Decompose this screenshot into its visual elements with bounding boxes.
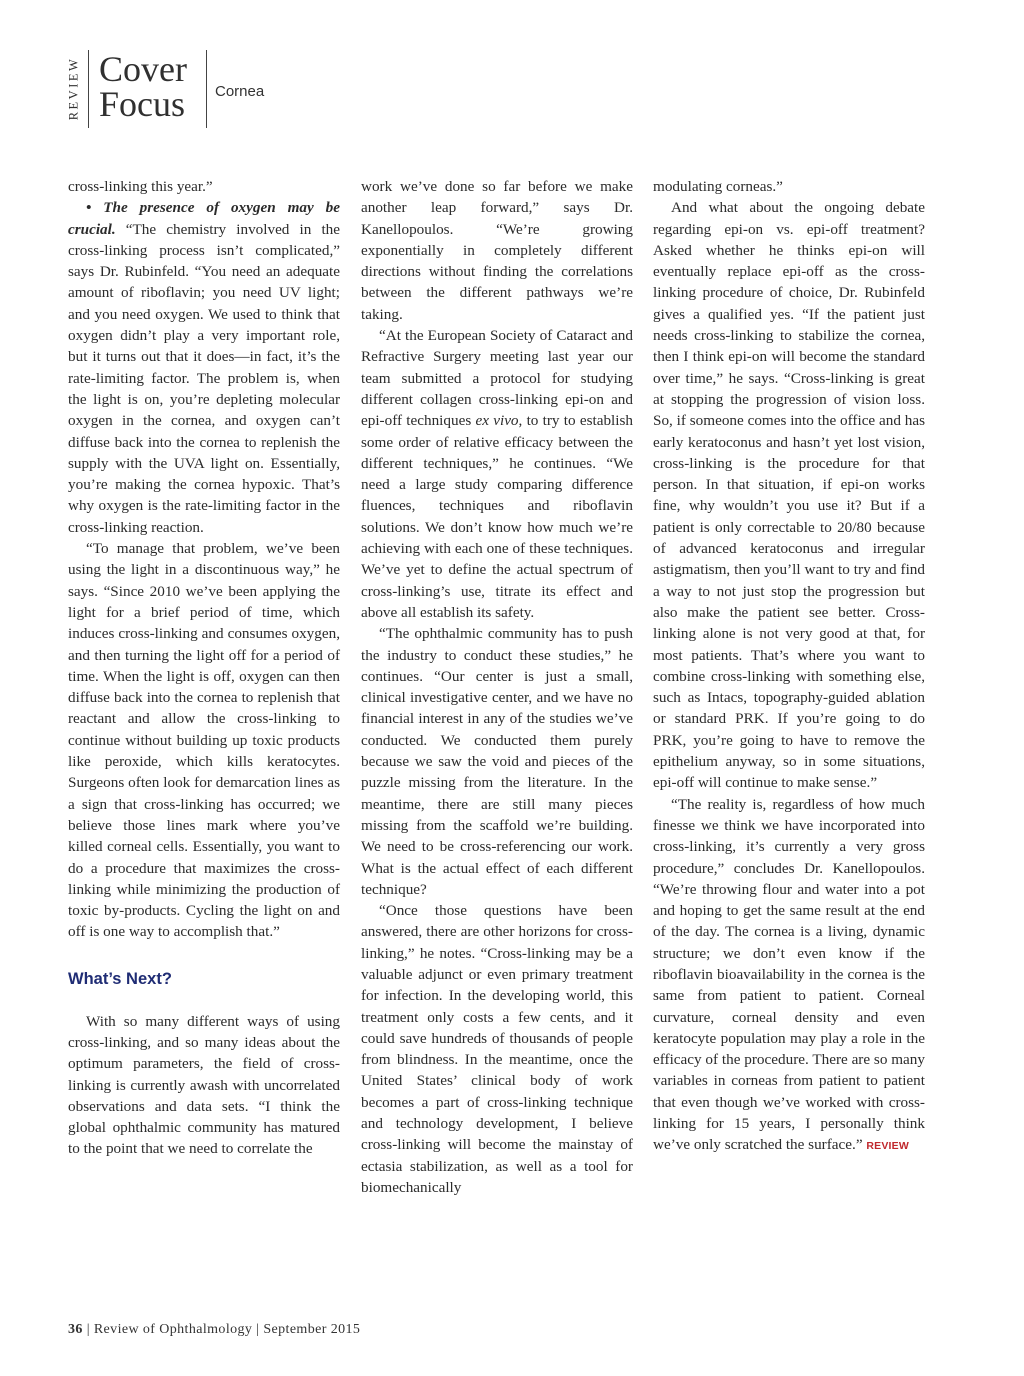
section-title-line1: Cover [99, 49, 187, 89]
article-column-3 [653, 176, 925, 1158]
paragraph-text: “The chemistry involved in the cross-linking process isn’t complicated,” says Dr. Rubinfeld. “You need an adequate amount of riboflavin; you need UV light; and you need oxygen. We used to think that oxygen didn’t play a very important role, but it turns out that it does—in fact, it’s the rate-limiting factor. The problem is, when the light is on, you’re depleting molecular oxygen in the cornea, and oxygen can’t diffuse back into the cornea to replenish the supply with the UVA light on. Essentially, you’re making the cornea hypoxic. That’s why oxygen is the rate-limiting factor in the cross-linking reaction. [68, 220, 340, 536]
paragraph-text: “The reality is, regardless of how much finesse we think we have incorporated into cross-linking, it’s currently a very gross procedure,” concludes Dr. Kanellopoulos. “We’re throwing flour and water into a pot and hoping to get the same result at the end of the day. The cornea is a living, dynamic structure; we don’t even know if the riboflavin bioavailability in the cornea is the same from patient to patient. Corneal curvature, corneal density and even keratocyte population may play a role in the efficacy of the procedure. There are so many variables in corneas from patient to patient that even though we’ve worked with cross-linking for 15 years, I personally think we’ve only scratched the surface.” [653, 795, 925, 1154]
bullet-lead: • The presence of oxygen may be crucial. [68, 199, 340, 238]
paragraph-text: “At the European Society of Cataract and Refractive Surgery meeting last year our team submitted a protocol for studying different collagen cross-linking epi-on and epi-off techniques [361, 327, 633, 430]
paragraph: “To manage that problem, we’ve been using the light in a discontinuous way,” he says. “Since 2010 we’ve been applying the light for a brief period of time, which induces cross-linking and consumes oxygen, and then turning the light off for a period of time. When the light is off, oxygen can then diffuse back into the cornea to replenish that reactant and allow the cross-linking to continue without building up toxic products like peroxide, which kills keratocytes. Surgeons often look for demarcation lines as a sign that cross-linking has occurred; we believe those lines mark where you’ve killed corneal cells. Essentially, you want to do a procedure that maximizes the cross-linking while minimizing the production of toxic by-products. Cycling the light on and off is one way to accomplish that.” [68, 540, 340, 941]
paragraph: And what about the ongoing debate regarding epi-on vs. epi-off treatment? Asked whether he thinks epi-on will eventually replace epi-off as the cross-linking procedure of choice, Dr. Rubinfeld gives a qualified yes. “If the patient just needs cross-linking to stabilize the cornea, then I think epi-on will become the standard over time,” he says. “Cross-linking is great at stopping the progression of vision loss. So, if someone comes into the office and has early keratoconus and hasn’t yet lost vision, cross-linking is the procedure for that person. In that situation, if epi-on works fine, why wouldn’t you use it? But if a patient is only correctable to 20/80 because of advanced keratoconus and irregular astigmatism, then you’ll want to try and find a way to not just stop the progression but also make the patient see better. Cross-linking alone is not very good at that, for most patients. That’s where you want to combine cross-linking with something else, such as Intacs, topography-guided ablation or standard PRK. If you’re going to do PRK, you’re going to have to remove the epithelium anyway, so in some situations, epi-off will continue to make sense.” [653, 199, 925, 792]
header-divider-left [88, 50, 89, 128]
subheading: What’s Next? [68, 969, 172, 988]
paragraph: “Once those questions have been answered, there are other horizons for cross-linking,” he notes. “Cross-linking may be a valuable adjunct or even primary treatment for infection. In the developing world, this treatment only costs a few cents, and it could save hundreds of thousands of people from blindness. In the meantime, once the United States’ clinical body of work becomes a part of cross-linking technique and technology development, I believe cross-linking will become the mainstay of ectasia stabilization, as well as a tool for biomechanically [361, 902, 633, 1196]
section-title-line2: Focus [99, 84, 186, 124]
paragraph: cross-linking this year.” [68, 178, 213, 195]
article-column-1 [68, 176, 340, 1160]
italic-term: ex vivo [475, 412, 519, 430]
paragraph-text: , to try to establish some order of relative efficacy between the different techniques,” he continues. “We need a large study comparing difference fluences, techniques and riboflavin solutions. We don’t know how much we’re achieving with each one of these techniques. We’ve yet to define the actual spectrum of cross-linking’s use, titrate its effect and above all establish its safety. [361, 412, 633, 621]
magazine-vertical-label [64, 50, 84, 126]
magazine-vertical-text: REVIEW [66, 56, 81, 120]
paragraph: “The ophthalmic community has to push the industry to conduct these studies,” he continues. “Our center is just a small, clinical investigative center, and we have no financial interest in any of the studies we’ve conducted. We conducted them purely because we saw the void and pieces of the puzzle missing from the literature. In the meantime, there are still many pieces missing from the scaffold we’re building. We need to be cross-referencing our work. What is the actual effect of each different technique? [361, 625, 633, 898]
article-column-2 [361, 176, 633, 1198]
page-footer [68, 1322, 360, 1338]
page-number: 36 [68, 1322, 83, 1337]
paragraph [653, 794, 925, 1158]
section-topic: Cornea [215, 83, 265, 100]
header-divider-right [206, 50, 207, 128]
end-mark: REVIEW [866, 1140, 909, 1153]
paragraph: With so many different ways of using cross-linking, and so many ideas about the optimum parameters, the field of cross-linking is currently awash with uncorrelated observations and data sets. “I think the global ophthalmic community has matured to the point that we need to correlate the [68, 1012, 340, 1158]
paragraph [361, 325, 633, 623]
paragraph [68, 197, 340, 538]
section-title [99, 49, 187, 124]
paragraph: work we’ve done so far before we make another leap forward,” says Dr. Kanellopoulos. “We’re growing exponentially in completely different directions without finding the correlations between the different pathways we’re taking. [361, 178, 633, 323]
paragraph: modulating corneas.” [653, 178, 783, 195]
footer-publication: | Review of Ophthalmology | September 2015 [82, 1322, 361, 1337]
